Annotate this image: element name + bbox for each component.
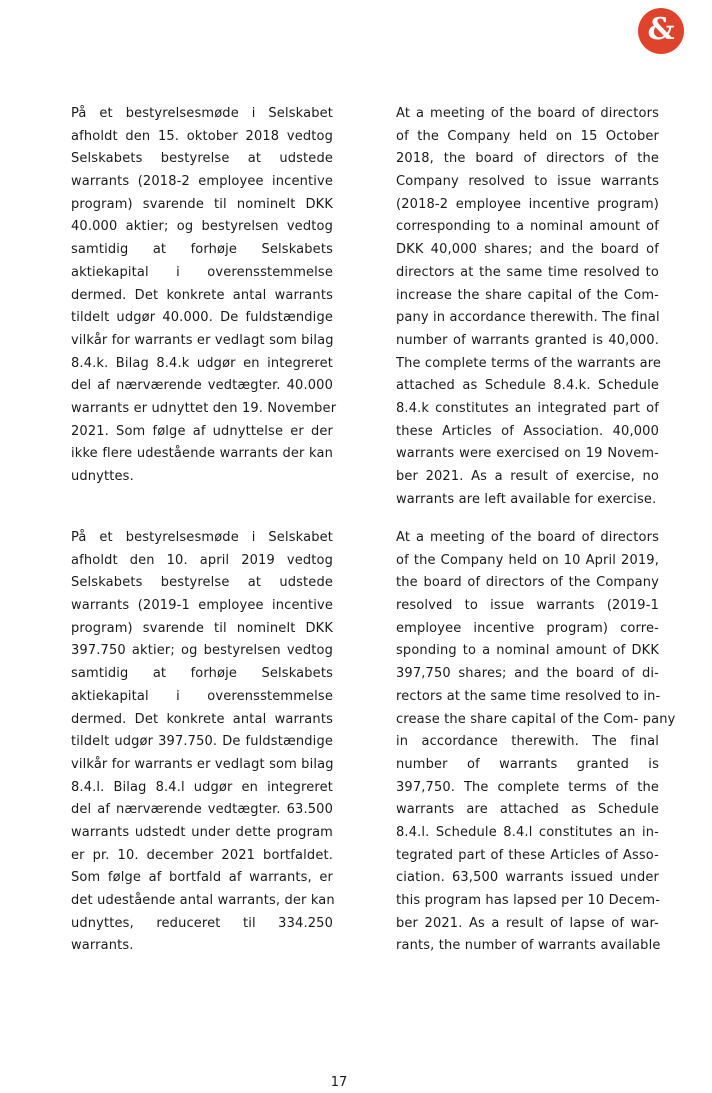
paragraph-line: warrants were exercised on 19 Novem-: [396, 446, 659, 462]
paragraph-line: tildelt udgør 397.750. De fuldstændige: [71, 734, 333, 750]
paragraph-line: ber 2021. As a result of lapse of war-: [396, 915, 659, 931]
paragraph-line: ber 2021. As a result of exercise, no: [396, 469, 659, 484]
paragraph-line: The complete terms of the warrants are: [396, 355, 662, 371]
paragraph-line: udnyttes, reduceret til 334.250: [71, 915, 333, 931]
paragraph-line: 397.750 aktier; og bestyrelsen vedtog: [71, 643, 333, 659]
paragraph-line: del af nærværende vedtægter. 63.500: [71, 802, 333, 818]
paragraph-line: 2021. Som følge af udnyttelse er der: [71, 423, 333, 439]
paragraph-line: På et bestyrelsesmøde i Selskabet: [71, 530, 333, 545]
paragraph-line: 397,750 shares; and the board of di-: [396, 666, 659, 682]
paragraph-line: er pr. 10. december 2021 bortfaldet.: [71, 847, 333, 863]
paragraph-line: rants, the number of warrants available: [396, 938, 661, 954]
paragraph-line: ikke flere udestående warrants der kan: [71, 446, 333, 462]
paragraph-line: employee incentive program) corre-: [396, 620, 659, 636]
paragraph-line: 8.4.l. Schedule 8.4.l constitutes an in-: [396, 824, 659, 840]
paragraph-line: tegrated part of these Articles of Asso-: [396, 847, 659, 863]
paragraph-line: afholdt den 10. april 2019 vedtog: [71, 552, 333, 568]
paragraph-line: of the Company held on 15 October: [396, 128, 659, 144]
paragraph-line: 8.4.l. Bilag 8.4.l udgør en integreret: [71, 779, 333, 795]
paragraph-line: warrants er udnyttet den 19. November: [71, 400, 337, 416]
paragraph-line: these Articles of Association. 40,000: [396, 423, 659, 439]
paragraph-line: På et bestyrelsesmøde i Selskabet: [71, 106, 333, 121]
paragraph-line: crease the share capital of the Com- pany: [396, 711, 676, 727]
paragraph-line: warrants (2018-2 employee incentive: [71, 174, 333, 190]
paragraph-line: samtidig at forhøje Selskabets: [71, 242, 333, 258]
danish-paragraph-2019-1: [71, 527, 333, 958]
paragraph-line: pany in accordance therewith. The final: [396, 310, 660, 326]
paragraph-line: program) svarende til nominelt DKK: [71, 620, 333, 636]
paragraph-line: of the Company held on 10 April 2019,: [396, 552, 659, 568]
paragraph-line: in accordance therewith. The final: [396, 734, 659, 750]
paragraph-line: warrants (2019-1 employee incentive: [71, 598, 333, 614]
paragraph-line: dermed. Det konkrete antal warrants: [71, 287, 333, 303]
page-number: 17: [330, 1075, 348, 1090]
paragraph-line: det udestående antal warrants, der kan: [71, 893, 335, 908]
paragraph-line: attached as Schedule 8.4.k. Schedule: [396, 378, 659, 394]
paragraph-line: Selskabets bestyrelse at udstede: [71, 151, 333, 167]
paragraph-line: number of warrants granted is 40,000.: [396, 332, 659, 348]
paragraph-line: udnyttes.: [71, 469, 134, 484]
paragraph-line: del af nærværende vedtægter. 40.000: [71, 378, 333, 394]
company-logo: [638, 8, 684, 54]
english-paragraph-2018-2: [396, 103, 662, 511]
paragraph-line: 40.000 aktier; og bestyrelsen vedtog: [71, 219, 333, 235]
ampersand-logo-icon: &: [647, 12, 675, 47]
paragraph-line: warrants udstedt under dette program: [71, 824, 333, 840]
paragraph-line: afholdt den 15. oktober 2018 vedtog: [71, 128, 333, 144]
paragraph-line: DKK 40,000 shares; and the board of: [396, 242, 659, 258]
paragraph-line: Selskabets bestyrelse at udstede: [71, 575, 333, 591]
english-paragraph-2019-1: [396, 527, 676, 958]
paragraph-line: 2018, the board of directors of the: [396, 151, 659, 167]
paragraph-line: aktiekapital i overensstemmelse: [71, 264, 333, 280]
paragraph-line: At a meeting of the board of directors: [396, 106, 659, 121]
paragraph-line: dermed. Det konkrete antal warrants: [71, 711, 333, 727]
paragraph-line: number of warrants granted is: [396, 756, 659, 772]
paragraph-line: warrants.: [71, 938, 134, 954]
paragraph-line: resolved to issue warrants (2019-1: [396, 598, 659, 614]
paragraph-line: this program has lapsed per 10 Decem-: [396, 893, 661, 908]
paragraph-line: aktiekapital i overensstemmelse: [71, 688, 333, 704]
danish-paragraph-2018-2: [71, 103, 337, 489]
paragraph-line: program) svarende til nominelt DKK: [71, 196, 333, 212]
paragraph-line: ciation. 63,500 warrants issued under: [396, 870, 659, 886]
paragraph-line: At a meeting of the board of directors: [396, 530, 659, 545]
paragraph-line: directors at the same time resolved to: [396, 264, 659, 280]
paragraph-line: vilkår for warrants er vedlagt som bilag: [71, 756, 334, 772]
paragraph-line: Som følge af bortfald af warrants, er: [71, 870, 333, 886]
paragraph-line: 397,750. The complete terms of the: [396, 779, 659, 795]
paragraph-line: warrants are left available for exercise.: [396, 491, 657, 507]
paragraph-line: the board of directors of the Company: [396, 575, 659, 591]
paragraph-line: 8.4.k constitutes an integrated part of: [396, 400, 659, 416]
paragraph-line: sponding to a nominal amount of DKK: [396, 643, 659, 659]
paragraph-line: (2018-2 employee incentive program): [396, 196, 659, 212]
paragraph-line: corresponding to a nominal amount of: [396, 219, 659, 235]
paragraph-line: rectors at the same time resolved to in-: [396, 688, 661, 704]
paragraph-line: samtidig at forhøje Selskabets: [71, 666, 333, 682]
paragraph-line: 8.4.k. Bilag 8.4.k udgør en integreret: [71, 355, 333, 371]
paragraph-line: warrants are attached as Schedule: [396, 802, 659, 818]
paragraph-line: vilkår for warrants er vedlagt som bilag: [71, 332, 334, 348]
paragraph-line: Company resolved to issue warrants: [396, 174, 659, 190]
paragraph-line: tildelt udgør 40.000. De fuldstændige: [71, 310, 333, 326]
paragraph-line: increase the share capital of the Com-: [396, 287, 659, 303]
